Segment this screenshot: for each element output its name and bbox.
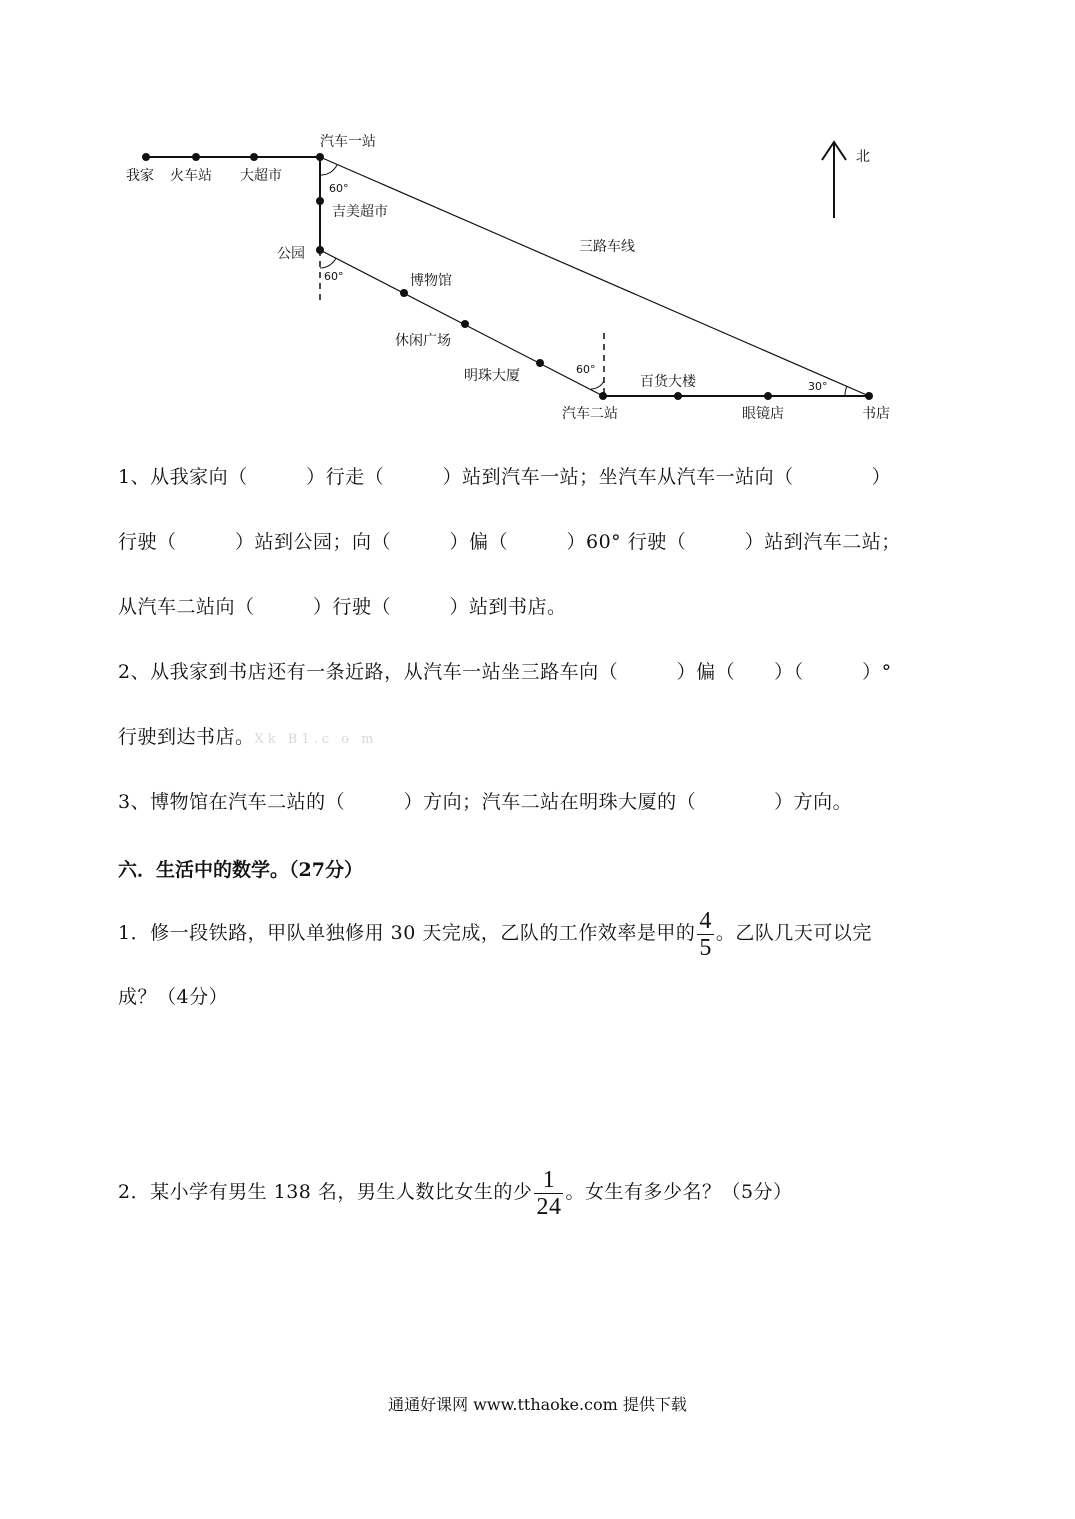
dot-museum bbox=[400, 289, 408, 297]
dot-park bbox=[316, 246, 324, 254]
problem-1-fraction bbox=[697, 908, 714, 961]
dot-train-station bbox=[192, 153, 200, 161]
dot-bus-stop-2 bbox=[599, 392, 607, 400]
problem-1-text-before: 1．修一段铁路，甲队单独修用 30 天完成，乙队的工作效率是甲的 bbox=[118, 922, 696, 944]
angle-label-4: 30° bbox=[808, 380, 828, 393]
section-6-title: 六．生活中的数学。（27分） bbox=[118, 859, 363, 881]
problem-1 bbox=[118, 903, 872, 963]
dot-jimei bbox=[316, 197, 324, 205]
problem-1-line-2: 成？（4分） bbox=[118, 986, 229, 1008]
problem-2-fraction bbox=[534, 1167, 563, 1220]
label-pearl-tower: 明珠大厦 bbox=[464, 368, 520, 384]
fraction-denominator: 24 bbox=[536, 1193, 562, 1220]
angle-arc-3 bbox=[591, 381, 604, 389]
question-3-line-1: 3、博物馆在汽车二站的（ ）方向；汽车二站在明珠大厦的（ ）方向。 bbox=[118, 791, 853, 813]
fraction-numerator: 1 bbox=[542, 1166, 556, 1193]
problem-1-text-after: 。乙队几天可以完 bbox=[715, 922, 872, 944]
label-plaza: 休闲广场 bbox=[395, 333, 451, 349]
watermark-text: Xk B1.c o m bbox=[254, 732, 378, 747]
question-2-line-2 bbox=[118, 725, 377, 752]
angle-label-1: 60° bbox=[329, 182, 349, 195]
angle-arc-2 bbox=[320, 258, 336, 268]
dot-dept-store bbox=[674, 392, 682, 400]
label-dept-store: 百货大楼 bbox=[640, 374, 696, 390]
fraction-numerator: 4 bbox=[699, 907, 712, 934]
label-museum: 博物馆 bbox=[410, 273, 452, 289]
problem-2 bbox=[118, 1162, 793, 1222]
dot-bookstore bbox=[865, 392, 873, 400]
north-arrow-icon bbox=[822, 142, 846, 218]
angle-label-2: 60° bbox=[324, 270, 344, 283]
problem-2-text-after: 。女生有多少名？（5分） bbox=[565, 1181, 793, 1203]
dot-bus-stop-1 bbox=[316, 153, 324, 161]
question-2-line-2-text: 行驶到达书店。 bbox=[118, 726, 255, 748]
dot-plaza bbox=[461, 320, 469, 328]
angle-label-3: 60° bbox=[576, 363, 596, 376]
problem-2-text-before: 2．某小学有男生 138 名，男生人数比女生的少 bbox=[118, 1181, 533, 1203]
route-3-label: 三路车线 bbox=[579, 239, 635, 255]
dot-optician bbox=[764, 392, 772, 400]
dot-pearl-tower bbox=[536, 359, 544, 367]
label-train-station: 火车站 bbox=[170, 168, 212, 184]
label-optician: 眼镜店 bbox=[742, 406, 784, 422]
label-park: 公园 bbox=[277, 246, 305, 262]
label-bookstore: 书店 bbox=[862, 406, 890, 422]
label-home: 我家 bbox=[126, 168, 154, 184]
fraction-denominator: 5 bbox=[699, 934, 712, 961]
question-1-line-3: 从汽车二站向（ ）行驶（ ）站到书店。 bbox=[118, 596, 567, 618]
route-map bbox=[0, 0, 1075, 440]
label-bus-stop-2: 汽车二站 bbox=[562, 406, 618, 422]
angle-arc-1 bbox=[320, 165, 337, 175]
dot-home bbox=[142, 153, 150, 161]
route-3-line bbox=[320, 157, 869, 396]
dot-supermarket bbox=[250, 153, 258, 161]
question-2-line-1: 2、从我家到书店还有一条近路，从汽车一站坐三路车向（ ）偏（ ）（ ）° bbox=[118, 661, 892, 683]
label-supermarket: 大超市 bbox=[240, 168, 282, 184]
question-1-line-1: 1、从我家向（ ）行走（ ）站到汽车一站；坐汽车从汽车一站向（ ） bbox=[118, 466, 892, 488]
question-1-line-2: 行驶（ ）站到公园；向（ ）偏（ ）60° 行驶（ ）站到汽车二站； bbox=[118, 531, 901, 553]
label-jimei: 吉美超市 bbox=[332, 204, 388, 220]
label-bus-stop-1: 汽车一站 bbox=[320, 134, 376, 150]
footer-source: 通通好课网 www.tthaoke.com 提供下载 bbox=[388, 1395, 687, 1414]
north-label: 北 bbox=[856, 149, 870, 165]
angle-arc-4 bbox=[845, 386, 847, 396]
